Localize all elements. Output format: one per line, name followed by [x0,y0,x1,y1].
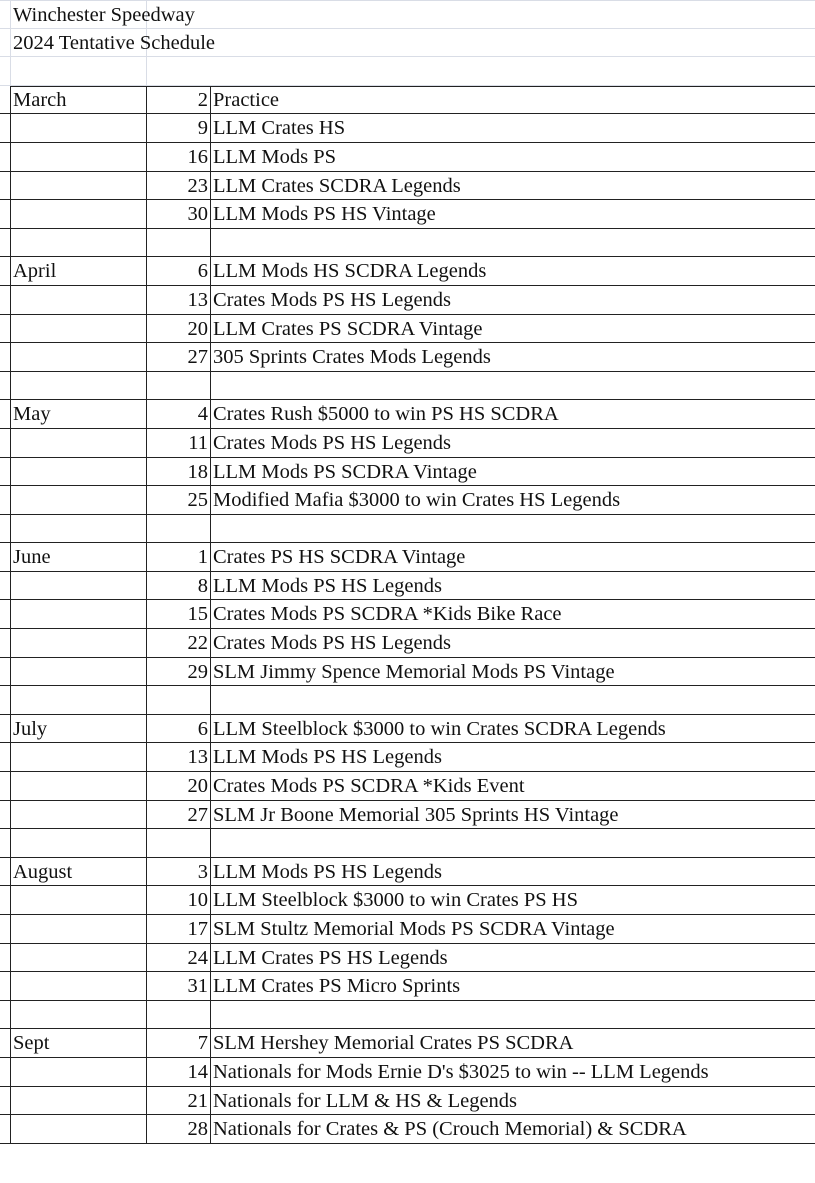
schedule-row [0,944,815,973]
event-cell: 305 Sprints Crates Mods Legends [213,346,491,369]
day-cell: 27 [187,346,208,369]
month-cell [10,372,146,400]
schedule-row [0,486,815,515]
month-cell [10,1058,146,1086]
day-cell: 3 [197,860,208,883]
event-cell [210,229,815,257]
blank-row [0,372,815,401]
event-cell [210,372,815,400]
blank-row [0,829,815,858]
spacer-row [0,57,815,86]
month-cell [10,886,146,914]
day-cell: 18 [187,460,208,483]
day-cell: 30 [187,203,208,226]
schedule-row [0,429,815,458]
sheet-title: Winchester Speedway [13,4,195,26]
day-cell: 31 [187,975,208,998]
subtitle-row [0,29,815,58]
schedule-row [0,257,815,286]
event-cell: Modified Mafia $3000 to win Crates HS Legends [213,489,621,512]
day-cell [146,686,210,714]
event-cell: LLM Mods PS HS Legends [213,746,442,769]
day-cell: 15 [187,603,208,626]
event-cell: LLM Mods PS HS Legends [213,860,442,883]
month-cell [10,114,146,142]
day-cell: 10 [187,889,208,912]
event-cell: LLM Mods HS SCDRA Legends [213,260,487,283]
month-cell: March [13,88,67,111]
day-cell: 6 [197,260,208,283]
event-cell: LLM Mods PS SCDRA Vintage [213,460,477,483]
schedule-row [0,86,815,115]
event-cell: LLM Crates PS SCDRA Vintage [213,317,483,340]
day-cell: 6 [197,717,208,740]
month-cell [10,829,146,857]
event-cell: Crates PS HS SCDRA Vintage [213,546,466,569]
schedule-row [0,801,815,830]
day-cell [146,515,210,543]
month-cell [10,600,146,628]
event-cell: LLM Crates PS HS Legends [213,946,448,969]
month-cell [10,743,146,771]
day-cell: 21 [187,1089,208,1112]
schedule-row [0,1058,815,1087]
event-cell: SLM Jimmy Spence Memorial Mods PS Vintage [213,660,615,683]
event-cell: Crates Mods PS SCDRA *Kids Bike Race [213,603,562,626]
blank-row [0,515,815,544]
blank-row [0,686,815,715]
schedule-row [0,172,815,201]
day-cell: 24 [187,946,208,969]
schedule-row [0,114,815,143]
day-cell: 9 [197,117,208,140]
month-cell [10,629,146,657]
event-cell: LLM Steelblock $3000 to win Crates PS HS [213,889,579,912]
day-cell: 2 [197,88,208,111]
schedule-row [0,458,815,487]
event-cell: Crates Mods PS HS Legends [213,431,452,454]
event-cell: SLM Jr Boone Memorial 305 Sprints HS Vintage [213,803,619,826]
month-cell [10,801,146,829]
day-cell: 28 [187,1118,208,1141]
month-cell: July [13,717,48,740]
schedule-row [0,715,815,744]
month-cell: Sept [13,1032,50,1055]
month-cell [10,915,146,943]
month-cell [10,429,146,457]
month-cell [10,686,146,714]
schedule-row [0,600,815,629]
month-cell: June [13,546,51,569]
schedule-row [0,400,815,429]
schedule-row [0,858,815,887]
day-cell: 23 [187,174,208,197]
schedule-row [0,915,815,944]
event-cell: SLM Stultz Memorial Mods PS SCDRA Vintage [213,918,615,940]
month-cell [10,229,146,257]
month-cell [10,572,146,600]
month-cell [10,458,146,486]
day-cell: 13 [187,288,208,311]
event-cell: LLM Mods PS HS Legends [213,574,442,597]
month-cell: August [13,860,73,883]
month-cell [10,772,146,800]
event-cell: Nationals for LLM & HS & Legends [213,1089,518,1112]
day-cell: 1 [197,546,208,569]
schedule-row [0,886,815,915]
month-cell: May [13,403,51,426]
schedule-row [0,772,815,801]
event-cell [210,829,815,857]
month-cell [10,1115,146,1143]
day-cell: 17 [187,918,208,940]
month-cell [10,486,146,514]
event-cell: LLM Mods PS HS Vintage [213,203,436,226]
month-cell [10,343,146,371]
day-cell [146,829,210,857]
day-cell: 11 [188,431,208,454]
event-cell: LLM Crates SCDRA Legends [213,174,461,197]
schedule-row [0,1115,815,1144]
event-cell: Practice [213,88,280,111]
day-cell: 4 [197,403,208,426]
month-cell [10,944,146,972]
month-cell [10,972,146,1000]
month-cell [10,1087,146,1115]
day-cell: 14 [187,1060,208,1083]
day-cell: 25 [187,489,208,512]
schedule-row [0,543,815,572]
blank-row [0,1001,815,1030]
schedule-row [0,343,815,372]
month-cell [10,658,146,686]
day-cell: 20 [187,775,208,798]
day-cell: 13 [187,746,208,769]
event-cell: LLM Crates PS Micro Sprints [213,975,461,998]
schedule-row [0,743,815,772]
event-cell [210,686,815,714]
schedule-row [0,286,815,315]
schedule-row [0,972,815,1001]
day-cell: 22 [187,632,208,655]
schedule-row [0,1087,815,1116]
schedule-table [0,86,815,1144]
event-cell: SLM Hershey Memorial Crates PS SCDRA [213,1032,574,1055]
event-cell [210,515,815,543]
day-cell: 20 [187,317,208,340]
month-cell [10,200,146,228]
month-cell [10,286,146,314]
day-cell: 7 [197,1032,208,1055]
event-cell: Crates Mods PS HS Legends [213,632,452,655]
blank-row [0,229,815,258]
schedule-row [0,572,815,601]
schedule-row [0,200,815,229]
day-cell: 8 [197,574,208,597]
day-cell [146,372,210,400]
day-cell [146,1001,210,1029]
event-cell: LLM Crates HS [213,117,346,140]
event-cell: Crates Mods PS SCDRA *Kids Event [213,775,525,798]
event-cell: Nationals for Mods Ernie D's $3025 to win -- LLM Legends [213,1060,709,1083]
event-cell: LLM Mods PS [213,145,337,168]
day-cell: 27 [187,803,208,826]
month-cell: April [13,260,57,283]
schedule-row [0,143,815,172]
day-cell: 16 [187,145,208,168]
title-row [0,0,815,29]
event-cell: Crates Mods PS HS Legends [213,288,452,311]
event-cell: Crates Rush $5000 to win PS HS SCDRA [213,403,559,426]
schedule-row [0,1029,815,1058]
month-cell [10,315,146,343]
schedule-row [0,658,815,687]
sheet-subtitle: 2024 Tentative Schedule [13,31,215,54]
schedule-row [0,629,815,658]
schedule-row [0,315,815,344]
event-cell: Nationals for Crates & PS (Crouch Memorial) & SCDRA [213,1118,687,1141]
event-cell [210,1001,815,1029]
day-cell [146,229,210,257]
event-cell: LLM Steelblock $3000 to win Crates SCDRA Legends [213,717,666,740]
month-cell [10,143,146,171]
month-cell [10,515,146,543]
day-cell: 29 [187,660,208,683]
month-cell [10,1001,146,1029]
month-cell [10,172,146,200]
